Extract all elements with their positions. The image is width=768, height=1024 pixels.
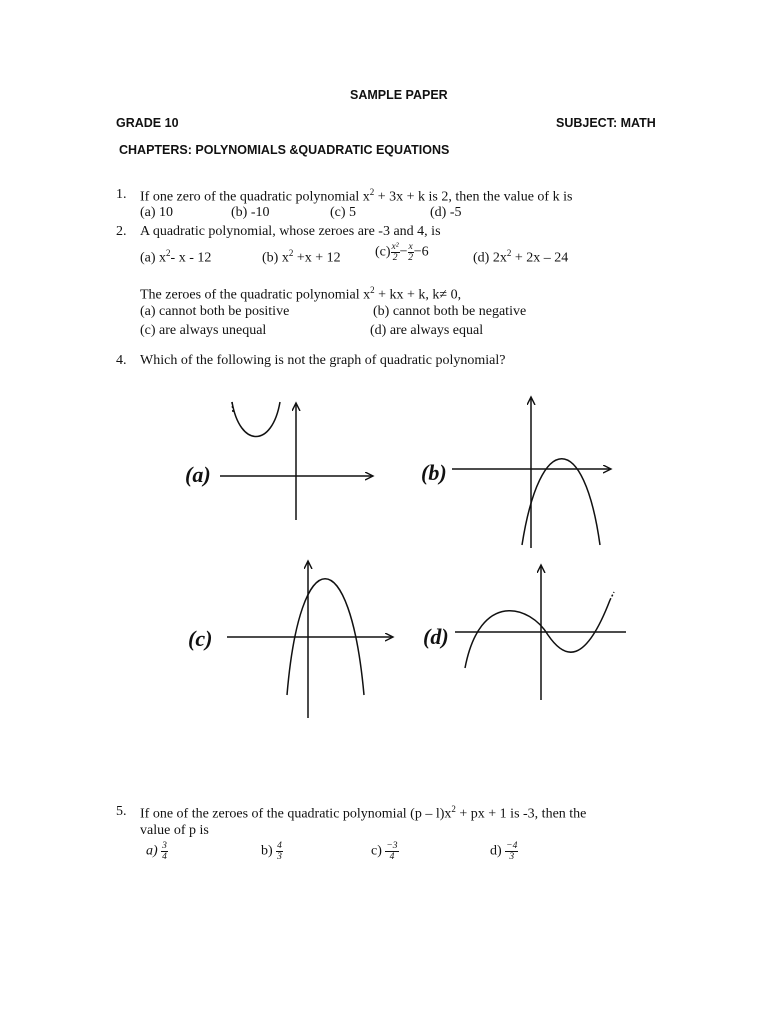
page-title: SAMPLE PAPER bbox=[350, 88, 448, 102]
graph-b-curve bbox=[522, 459, 600, 545]
graph-a-curve bbox=[232, 402, 280, 437]
chapters-label: CHAPTERS: POLYNOMIALS &QUADRATIC EQUATIONS bbox=[119, 143, 450, 157]
subject-label: SUBJECT: MATH bbox=[556, 116, 656, 130]
q5-text: If one of the zeroes of the quadratic polynomial $(p - l)x^2$ + px + 1 is -3, then the bbox=[140, 804, 587, 822]
q1-number: 1. bbox=[116, 187, 127, 202]
q5-text-line2: value of p is bbox=[140, 823, 209, 838]
q1-option-a: (a) 10 bbox=[140, 205, 174, 220]
q2-number: 2. bbox=[116, 224, 127, 239]
q5-option-b: b) $\frac{4}{3}$ bbox=[261, 841, 282, 862]
q1-text: If one zero of the quadratic polynomial $x^2 + 3x + k$ is 2, then the value of k is bbox=[140, 187, 573, 205]
graph-d bbox=[455, 566, 626, 700]
q5-option-a: a) $\frac{3}{4}$ bbox=[146, 841, 167, 862]
q2-option-c: (c) $\frac{\text{x²}}{2}$ − $\frac{x}{2}$ −6 bbox=[375, 242, 429, 263]
q2-option-b: (b) $x^2 +x + 12$ bbox=[262, 248, 341, 266]
q2-option-d: (d) $2x^2 + 2x - 24$ bbox=[473, 248, 569, 266]
graph-a-label: (a) bbox=[185, 462, 211, 487]
q3-text: The zeroes of the quadratic polynomial $x^2$ + kx + k, k≠ 0, bbox=[140, 285, 462, 303]
q3-option-c: (c) are always unequal bbox=[140, 323, 267, 338]
q1-option-b: (b) -10 bbox=[231, 205, 270, 220]
graph-c-label: (c) bbox=[188, 626, 213, 651]
graph-a bbox=[220, 402, 372, 520]
graph-d-curve bbox=[465, 600, 610, 668]
q5-option-d: d) $\frac{-4}{3}$ bbox=[490, 841, 518, 862]
graph-b bbox=[452, 398, 610, 548]
q1-option-d: (d) -5 bbox=[430, 205, 462, 220]
q1-option-c: (c) 5 bbox=[330, 205, 357, 220]
q3-option-b: (b) cannot both be negative bbox=[373, 304, 527, 319]
q2-text: A quadratic polynomial, whose zeroes are -3 and 4, is bbox=[140, 224, 441, 239]
graph-c bbox=[227, 562, 392, 718]
q5-number: 5. bbox=[116, 804, 127, 819]
q3-option-d: (d) are always equal bbox=[370, 323, 484, 338]
grade-label: GRADE 10 bbox=[116, 116, 179, 130]
q2-option-a: (a) $x^2-$ x - 12 bbox=[140, 248, 212, 266]
graph-d-label: (d) bbox=[423, 624, 449, 649]
graph-b-label: (b) bbox=[421, 460, 447, 485]
q4-text: Which of the following is not the graph of quadratic polynomial? bbox=[140, 353, 506, 368]
q3-option-a: (a) cannot both be positive bbox=[140, 304, 290, 319]
q5-option-c: c) $\frac{-3}{4}$ bbox=[371, 841, 398, 862]
q4-number: 4. bbox=[116, 353, 127, 368]
